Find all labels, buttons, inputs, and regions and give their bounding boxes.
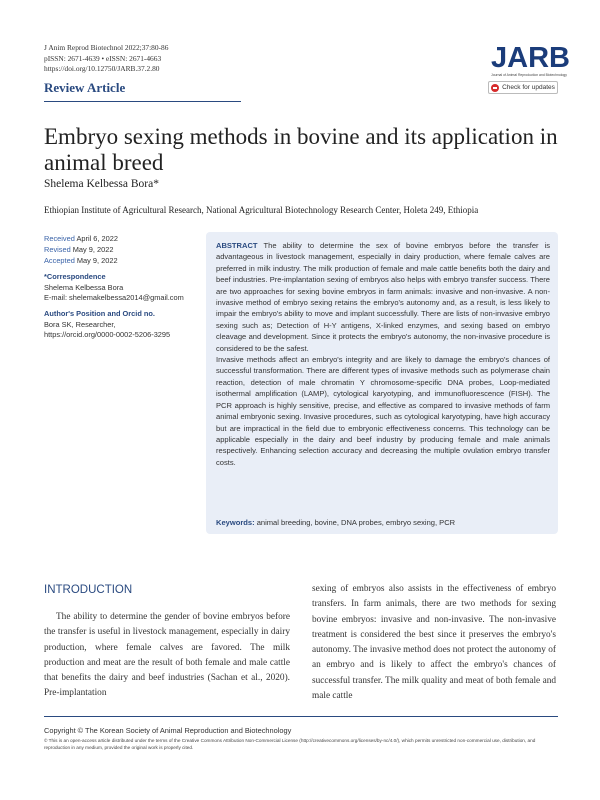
correspondence-email[interactable]: E-mail: shelemakelbessa2014@gmail.com (44, 293, 184, 302)
accepted-label: Accepted (44, 256, 75, 265)
abstract-paragraph-1 (216, 240, 550, 354)
introduction-column-1: The ability to determine the gender of bovine embryos before the transfer is useful in livestock management, especially in dairy production, where female calves are favored. The milk production and meat are the result of both female and male cattle that benefits the dairy and beef industries (Sachan et al., 2020). Pre-implantation (44, 612, 290, 699)
author-affiliation: Ethiopian Institute of Agricultural Research, National Agricultural Biotechnology Research Center, Holeta 249, Ethiopia (44, 205, 479, 215)
journal-citation: J Anim Reprod Biotechnol 2022;37:80-86 (44, 43, 169, 52)
keywords-text: animal breeding, bovine, DNA probes, embryo sexing, PCR (256, 518, 456, 527)
author-position-block (44, 309, 170, 341)
revised-label: Revised (44, 245, 71, 254)
keywords-heading: Keywords: (216, 518, 255, 527)
accepted-value: May 9, 2022 (76, 256, 118, 265)
journal-logo-subtitle: Journal of Animal Reproduction and Biotechnology (491, 73, 567, 77)
correspondence-heading: *Correspondence (44, 272, 106, 281)
article-title: Embryo sexing methods in bovine and its application in animal breed (44, 124, 558, 175)
article-dates (44, 233, 118, 266)
check-updates-label: Check for updates (502, 84, 555, 91)
author-orcid[interactable]: https://orcid.org/0000-0002-5206-3295 (44, 330, 171, 339)
abstract-paragraph-2: Invasive methods affect an embryo's integrity and are likely to damage the embryo's chances of successful transformation. There are different types of invasive methods such as polymerase chain reaction, detection of male chromatin Y chromosome-specific DNA probes, Loop-mediated isothermal amplification (LAMP), cytological karyotyping, and immunofluorescence (FISH). The PCR approach is highly sensitive, precise, and effective as compared to invasive methods of farm animal embryonic sexing. Invasive procedures, such as cytological karyotyping, have high accuracy but are impractical in the field due to embryonic effectiveness concerns. This technology can be applicable especially in the dairy and beef industry by producing female and male animals respectively. Enhancing selection accuracy and decreasing the multiple ovulation embryo transfer costs. (216, 355, 550, 467)
received-label: Received (44, 234, 75, 243)
introduction-column-2: sexing of embryos also assists in the effectiveness of embryo transfers. In farm animals, there are two methods for sexing bovine embryos: invasive and non-invasive. The non-invasive treatment is considered the best since it preserves the embryo's autonomy. The invasive method does not protect the autonomy of an embryo and is likely to affect the embryo's chances of successful transfer. The milk quality and meat of both female and male cattle (312, 584, 556, 702)
accepted-date (44, 255, 118, 266)
keywords (216, 518, 550, 527)
received-date (44, 233, 118, 244)
author-position-line: Bora SK, Researcher, (44, 319, 116, 329)
correspondence-block (44, 272, 184, 304)
journal-logo (491, 42, 570, 77)
footer-divider (44, 716, 558, 717)
article-type: Review Article (44, 80, 126, 95)
check-updates-button[interactable] (488, 81, 558, 94)
header-divider (44, 101, 241, 102)
correspondence-name: Shelema Kelbessa Bora (44, 282, 124, 292)
journal-logo-text: JARB (491, 42, 570, 74)
introduction-heading: INTRODUCTION (44, 584, 133, 596)
abstract-heading: ABSTRACT (216, 241, 258, 250)
copyright: Copyright © The Korean Society of Animal Reproduction and Biotechnology (44, 726, 292, 735)
journal-issn: pISSN: 2671-4639 • eISSN: 2671-4663 (44, 53, 162, 63)
abstract (216, 240, 550, 468)
received-value: April 6, 2022 (76, 234, 118, 243)
abstract-text-1: The ability to determine the sex of bovine embryos before the transfer is advantageous in livestock management, especially in dairy production, where female calves are preferred in milk industry. The milk production of female and male cattle benefits both the dairy and beef industries. Pre-implantation sexing of embryos also helps with embryo transfer success. There are two approaches for sexing bovine embryos in farm animals: invasive and non-invasive. A non-invasive method of embryo sexing retains the embryo's autonomy and, as a result, is less likely to impair the embryo's ability to move and implant successfully. There are lists of non-invasive embryo sexing such as; Detection of H-Y antigens, X-linked enzymes, and sexing based on embryo cleavage and development. Since it protects the embryo's autonomy, the non-invasive procedure is considered to be the safest. (216, 241, 550, 353)
journal-doi[interactable]: https://doi.org/10.12750/JARB.37.2.80 (44, 64, 160, 73)
check-updates-icon (491, 84, 499, 92)
revised-date (44, 244, 118, 255)
license-notice: © This is an open-access article distributed under the terms of the Creative Commons Attribution Non-Commercial License (http://creativecommons.org/licenses/by-nc/4.0/), which permits unrestricted non-commercial use, distribution, and reproduction in any medium, provided the original work is properly cited. (44, 738, 536, 750)
journal-meta (44, 43, 168, 75)
author-name: Shelema Kelbessa Bora* (44, 178, 159, 190)
author-position-heading: Author's Position and Orcid no. (44, 309, 155, 318)
revised-value: May 9, 2022 (72, 245, 114, 254)
